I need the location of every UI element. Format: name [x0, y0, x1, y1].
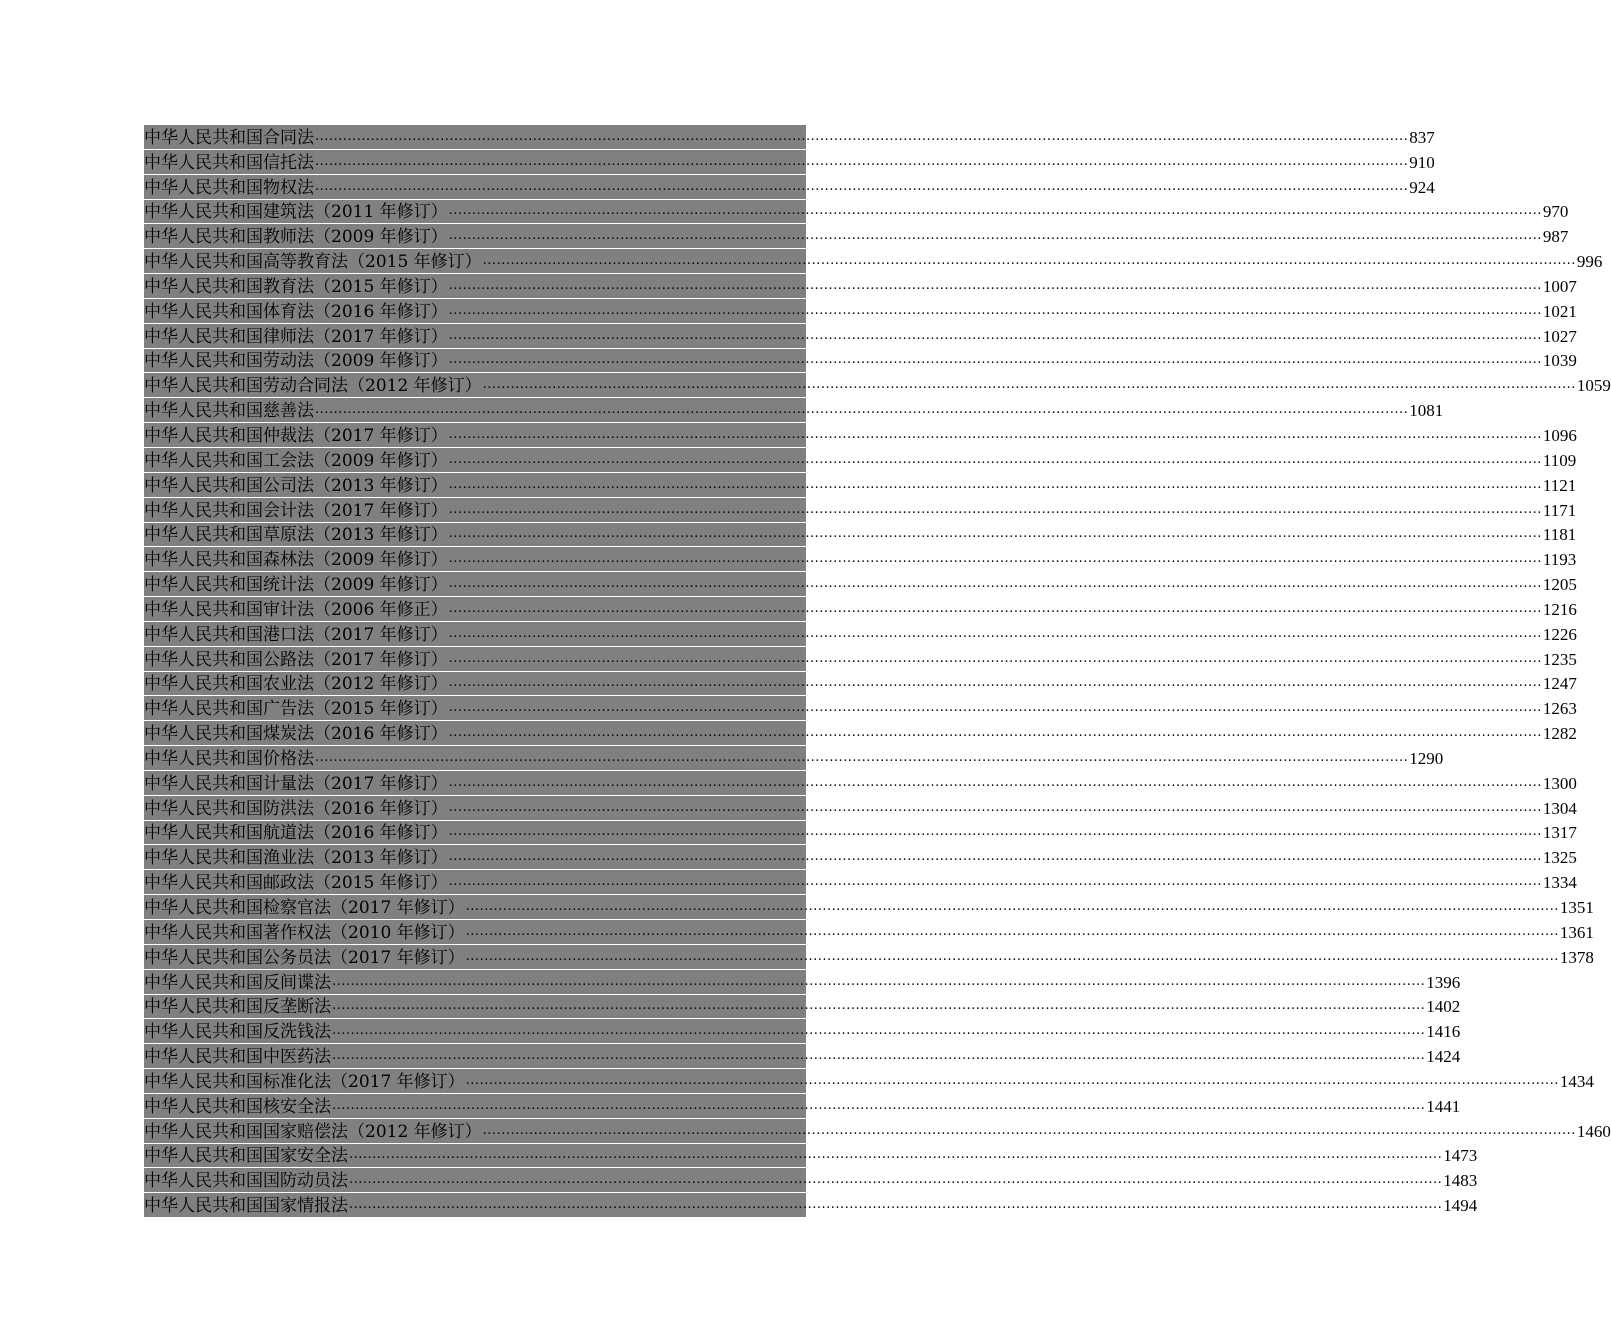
- toc-entry-title: 中华人民共和国国家安全法: [144, 1146, 348, 1167]
- toc-dot-leader: ............................................................................................................................................................................................................................................: [332, 973, 1426, 989]
- toc-entry-title: 中华人民共和国价格法: [144, 748, 314, 769]
- toc-entry-title: 中华人民共和国审计法（2006 年修正）: [144, 599, 448, 620]
- toc-entry[interactable]: [144, 1069, 1594, 1094]
- toc-entry-title: 中华人民共和国反洗钱法: [144, 1022, 331, 1043]
- toc-entry[interactable]: [144, 895, 1594, 920]
- toc-entry[interactable]: [144, 523, 1577, 548]
- toc-entry-title: 中华人民共和国农业法（2012 年修订）: [144, 674, 448, 695]
- toc-dot-leader: ............................................................................................................................................................................................................................................: [448, 625, 1542, 641]
- toc-entry-page-number: 837: [1409, 127, 1435, 147]
- toc-entry-page-number: 1081: [1409, 401, 1444, 421]
- toc-entry[interactable]: [144, 771, 1577, 796]
- toc-dot-leader: ............................................................................................................................................................................................................................................: [482, 1122, 1576, 1138]
- toc-entry-title: 中华人民共和国反垄断法: [144, 997, 331, 1018]
- toc-entry[interactable]: [144, 473, 1577, 498]
- toc-entry-title: 中华人民共和国中医药法: [144, 1047, 331, 1068]
- toc-dot-leader: ............................................................................................................................................................................................................................................: [332, 1048, 1426, 1064]
- toc-dot-leader: ............................................................................................................................................................................................................................................: [315, 178, 1409, 194]
- toc-entry-title: 中华人民共和国国家情报法: [144, 1196, 348, 1217]
- toc-entry-page-number: 1096: [1542, 425, 1577, 445]
- toc-dot-leader: ............................................................................................................................................................................................................................................: [332, 1097, 1426, 1113]
- toc-entry-title: 中华人民共和国仲裁法（2017 年修订）: [144, 425, 448, 446]
- toc-entry[interactable]: [144, 746, 1444, 771]
- toc-entry-title: 中华人民共和国统计法（2009 年修订）: [144, 575, 448, 596]
- toc-entry-page-number: 1235: [1542, 649, 1577, 669]
- toc-dot-leader: ............................................................................................................................................................................................................................................: [349, 1147, 1443, 1163]
- toc-dot-leader: ............................................................................................................................................................................................................................................: [448, 774, 1542, 790]
- toc-entry[interactable]: [144, 1168, 1478, 1193]
- toc-entry[interactable]: [144, 572, 1577, 597]
- toc-entry-title: 中华人民共和国国家赔偿法（2012 年修订）: [144, 1121, 482, 1142]
- toc-entry[interactable]: [144, 821, 1577, 846]
- toc-entry-page-number: 1494: [1443, 1196, 1478, 1216]
- toc-entry-title: 中华人民共和国邮政法（2015 年修订）: [144, 873, 448, 894]
- toc-entry[interactable]: [144, 200, 1569, 225]
- toc-dot-leader: ............................................................................................................................................................................................................................................: [448, 600, 1542, 616]
- toc-entry[interactable]: [144, 125, 1435, 150]
- toc-entry-title: 中华人民共和国广告法（2015 年修订）: [144, 699, 448, 720]
- toc-entry-title: 中华人民共和国物权法: [144, 177, 314, 198]
- toc-dot-leader: ............................................................................................................................................................................................................................................: [315, 153, 1409, 169]
- toc-entry-page-number: 1181: [1542, 525, 1577, 545]
- toc-entry[interactable]: [144, 920, 1594, 945]
- toc-entry-title: 中华人民共和国渔业法（2013 年修订）: [144, 848, 448, 869]
- toc-dot-leader: ............................................................................................................................................................................................................................................: [448, 526, 1542, 542]
- toc-entry-title: 中华人民共和国煤炭法（2016 年修订）: [144, 724, 448, 745]
- toc-entry[interactable]: [144, 373, 1611, 398]
- toc-entry-page-number: 1424: [1426, 1047, 1461, 1067]
- toc-dot-leader: ............................................................................................................................................................................................................................................: [448, 799, 1542, 815]
- toc-dot-leader: ............................................................................................................................................................................................................................................: [448, 675, 1542, 691]
- toc-entry[interactable]: [144, 299, 1577, 324]
- toc-dot-leader: ............................................................................................................................................................................................................................................: [448, 451, 1542, 467]
- toc-entry[interactable]: [144, 249, 1603, 274]
- toc-entry-page-number: 1109: [1542, 450, 1577, 470]
- toc-entry-page-number: 1216: [1542, 599, 1577, 619]
- toc-entry-page-number: 1121: [1542, 475, 1577, 495]
- toc-entry-title: 中华人民共和国教师法（2009 年修订）: [144, 227, 448, 248]
- toc-entry-title: 中华人民共和国合同法: [144, 127, 314, 148]
- toc-entry-page-number: 1402: [1426, 997, 1461, 1017]
- toc-entry-title: 中华人民共和国防洪法（2016 年修订）: [144, 798, 448, 819]
- toc-entry-page-number: 970: [1542, 202, 1569, 222]
- toc-dot-leader: ............................................................................................................................................................................................................................................: [482, 377, 1576, 393]
- toc-dot-leader: ............................................................................................................................................................................................................................................: [465, 923, 1559, 939]
- toc-entry-page-number: 1290: [1409, 748, 1444, 768]
- toc-entry-page-number: 1304: [1542, 798, 1577, 818]
- toc-entry-page-number: 1300: [1542, 773, 1577, 793]
- toc-entry[interactable]: [144, 1019, 1461, 1044]
- toc-entry[interactable]: [144, 498, 1577, 523]
- toc-entry[interactable]: [144, 423, 1577, 448]
- toc-dot-leader: ............................................................................................................................................................................................................................................: [315, 749, 1409, 765]
- toc-entry-title: 中华人民共和国森林法（2009 年修订）: [144, 550, 448, 571]
- toc-entry-page-number: 1434: [1559, 1071, 1594, 1091]
- toc-entry-title: 中华人民共和国航道法（2016 年修订）: [144, 823, 448, 844]
- toc-entry-page-number: 1334: [1542, 873, 1577, 893]
- toc-entry-page-number: 1460: [1576, 1121, 1611, 1141]
- toc-dot-leader: ............................................................................................................................................................................................................................................: [448, 426, 1542, 442]
- toc-entry[interactable]: [144, 696, 1577, 721]
- toc-entry[interactable]: [144, 398, 1444, 423]
- toc-entry-title: 中华人民共和国教育法（2015 年修订）: [144, 276, 448, 297]
- toc-dot-leader: ............................................................................................................................................................................................................................................: [448, 700, 1542, 716]
- toc-entry[interactable]: [144, 224, 1569, 249]
- toc-entry-page-number: 1325: [1542, 848, 1577, 868]
- toc-entry-page-number: 1441: [1426, 1096, 1461, 1116]
- toc-entry-title: 中华人民共和国建筑法（2011 年修订）: [144, 202, 448, 223]
- toc-entry-title: 中华人民共和国公路法（2017 年修订）: [144, 649, 448, 670]
- toc-dot-leader: ............................................................................................................................................................................................................................................: [448, 476, 1542, 492]
- toc-dot-leader: ............................................................................................................................................................................................................................................: [448, 228, 1542, 244]
- toc-entry-page-number: 1317: [1542, 823, 1577, 843]
- toc-entry-title: 中华人民共和国国防动员法: [144, 1171, 348, 1192]
- toc-entry-title: 中华人民共和国反间谍法: [144, 972, 331, 993]
- toc-dot-leader: ............................................................................................................................................................................................................................................: [448, 576, 1542, 592]
- toc-entry-title: 中华人民共和国草原法（2013 年修订）: [144, 525, 448, 546]
- toc-entry-page-number: 910: [1409, 152, 1435, 172]
- toc-dot-leader: ............................................................................................................................................................................................................................................: [332, 998, 1426, 1014]
- toc-entry-title: 中华人民共和国信托法: [144, 152, 314, 173]
- toc-entry-page-number: 1059: [1576, 376, 1611, 396]
- toc-entry[interactable]: [144, 845, 1577, 870]
- toc-entry-page-number: 1007: [1542, 276, 1577, 296]
- toc-dot-leader: ............................................................................................................................................................................................................................................: [448, 302, 1542, 318]
- toc-entry[interactable]: [144, 721, 1577, 746]
- toc-entry-title: 中华人民共和国慈善法: [144, 401, 314, 422]
- toc-dot-leader: ............................................................................................................................................................................................................................................: [315, 402, 1409, 418]
- toc-entry-page-number: 1171: [1542, 500, 1577, 520]
- toc-entry-page-number: 996: [1576, 252, 1603, 272]
- toc-entry[interactable]: [144, 672, 1577, 697]
- toc-dot-leader: ............................................................................................................................................................................................................................................: [448, 551, 1542, 567]
- toc-entry[interactable]: [144, 995, 1461, 1020]
- toc-entry-title: 中华人民共和国工会法（2009 年修订）: [144, 450, 448, 471]
- toc-entry[interactable]: [144, 647, 1577, 672]
- toc-entry[interactable]: [144, 1193, 1478, 1218]
- toc-entry-title: 中华人民共和国计量法（2017 年修订）: [144, 773, 448, 794]
- toc-dot-leader: ............................................................................................................................................................................................................................................: [465, 948, 1559, 964]
- toc-dot-leader: ............................................................................................................................................................................................................................................: [349, 1197, 1443, 1213]
- toc-entry-page-number: 1226: [1542, 624, 1577, 644]
- toc-entry-page-number: 1193: [1542, 550, 1577, 570]
- toc-entry-title: 中华人民共和国公务员法（2017 年修订）: [144, 947, 465, 968]
- toc-entry-title: 中华人民共和国标准化法（2017 年修订）: [144, 1071, 465, 1092]
- toc-entry-page-number: 1473: [1443, 1146, 1478, 1166]
- toc-entry-title: 中华人民共和国著作权法（2010 年修订）: [144, 922, 465, 943]
- toc-entry-title: 中华人民共和国检察官法（2017 年修订）: [144, 898, 465, 918]
- toc-entry[interactable]: [144, 547, 1577, 572]
- toc-dot-leader: ............................................................................................................................................................................................................................................: [482, 253, 1576, 269]
- toc-entry-page-number: 1396: [1426, 972, 1461, 992]
- toc-dot-leader: ............................................................................................................................................................................................................................................: [448, 327, 1542, 343]
- toc-entry-page-number: 1483: [1443, 1171, 1478, 1191]
- toc-entry-page-number: 1282: [1542, 724, 1577, 744]
- toc-entry[interactable]: [144, 1044, 1461, 1069]
- toc-entry-page-number: 1027: [1542, 326, 1577, 346]
- toc-dot-leader: ............................................................................................................................................................................................................................................: [465, 1072, 1559, 1088]
- toc-entry-title: 中华人民共和国核安全法: [144, 1096, 331, 1117]
- table-of-contents: [144, 125, 1611, 1218]
- toc-dot-leader: ............................................................................................................................................................................................................................................: [448, 650, 1542, 666]
- toc-entry[interactable]: [144, 448, 1577, 473]
- toc-entry[interactable]: [144, 945, 1594, 970]
- toc-entry-page-number: 1263: [1542, 699, 1577, 719]
- toc-entry[interactable]: [144, 175, 1435, 200]
- toc-entry-page-number: 1361: [1559, 922, 1594, 942]
- toc-entry-page-number: 1351: [1559, 898, 1594, 917]
- toc-entry-page-number: 1416: [1426, 1022, 1461, 1042]
- toc-dot-leader: ............................................................................................................................................................................................................................................: [332, 1023, 1426, 1039]
- toc-entry[interactable]: [144, 150, 1435, 175]
- toc-dot-leader: ............................................................................................................................................................................................................................................: [448, 725, 1542, 741]
- toc-entry-page-number: 987: [1542, 227, 1569, 247]
- toc-entry-title: 中华人民共和国劳动法（2009 年修订）: [144, 351, 448, 372]
- toc-entry-page-number: 1378: [1559, 947, 1594, 967]
- toc-dot-leader: ............................................................................................................................................................................................................................................: [448, 501, 1542, 517]
- toc-entry-page-number: 1247: [1542, 674, 1577, 694]
- toc-entry-title: 中华人民共和国律师法（2017 年修订）: [144, 326, 448, 347]
- toc-entry-page-number: 1021: [1542, 301, 1577, 321]
- toc-entry-page-number: 1205: [1542, 575, 1577, 595]
- toc-dot-leader: ............................................................................................................................................................................................................................................: [448, 203, 1542, 219]
- toc-entry[interactable]: [144, 1094, 1461, 1119]
- toc-entry-title: 中华人民共和国会计法（2017 年修订）: [144, 500, 448, 521]
- toc-entry-page-number: 1039: [1542, 351, 1577, 371]
- toc-dot-leader: ............................................................................................................................................................................................................................................: [315, 128, 1409, 144]
- toc-entry[interactable]: [144, 1144, 1478, 1169]
- toc-dot-leader: ............................................................................................................................................................................................................................................: [448, 849, 1542, 865]
- toc-entry[interactable]: [144, 1119, 1611, 1144]
- toc-entry-title: 中华人民共和国港口法（2017 年修订）: [144, 624, 448, 645]
- toc-dot-leader: ............................................................................................................................................................................................................................................: [448, 352, 1542, 368]
- toc-entry-title: 中华人民共和国劳动合同法（2012 年修订）: [144, 376, 482, 397]
- toc-entry[interactable]: [144, 796, 1577, 821]
- toc-entry-title: 中华人民共和国体育法（2016 年修订）: [144, 301, 448, 322]
- toc-dot-leader: ............................................................................................................................................................................................................................................: [448, 874, 1542, 890]
- toc-entry[interactable]: [144, 870, 1577, 895]
- toc-entry[interactable]: [144, 622, 1577, 647]
- toc-entry[interactable]: [144, 970, 1461, 995]
- toc-entry[interactable]: [144, 349, 1577, 374]
- toc-entry-title: 中华人民共和国公司法（2013 年修订）: [144, 475, 448, 496]
- toc-entry-title: 中华人民共和国高等教育法（2015 年修订）: [144, 252, 482, 273]
- toc-entry[interactable]: [144, 597, 1577, 622]
- toc-entry[interactable]: [144, 324, 1577, 349]
- toc-entry-page-number: 924: [1409, 177, 1435, 197]
- toc-entry[interactable]: [144, 274, 1577, 299]
- toc-dot-leader: ............................................................................................................................................................................................................................................: [448, 277, 1542, 293]
- toc-dot-leader: ............................................................................................................................................................................................................................................: [465, 899, 1559, 914]
- toc-dot-leader: ............................................................................................................................................................................................................................................: [349, 1172, 1443, 1188]
- toc-dot-leader: ............................................................................................................................................................................................................................................: [448, 824, 1542, 840]
